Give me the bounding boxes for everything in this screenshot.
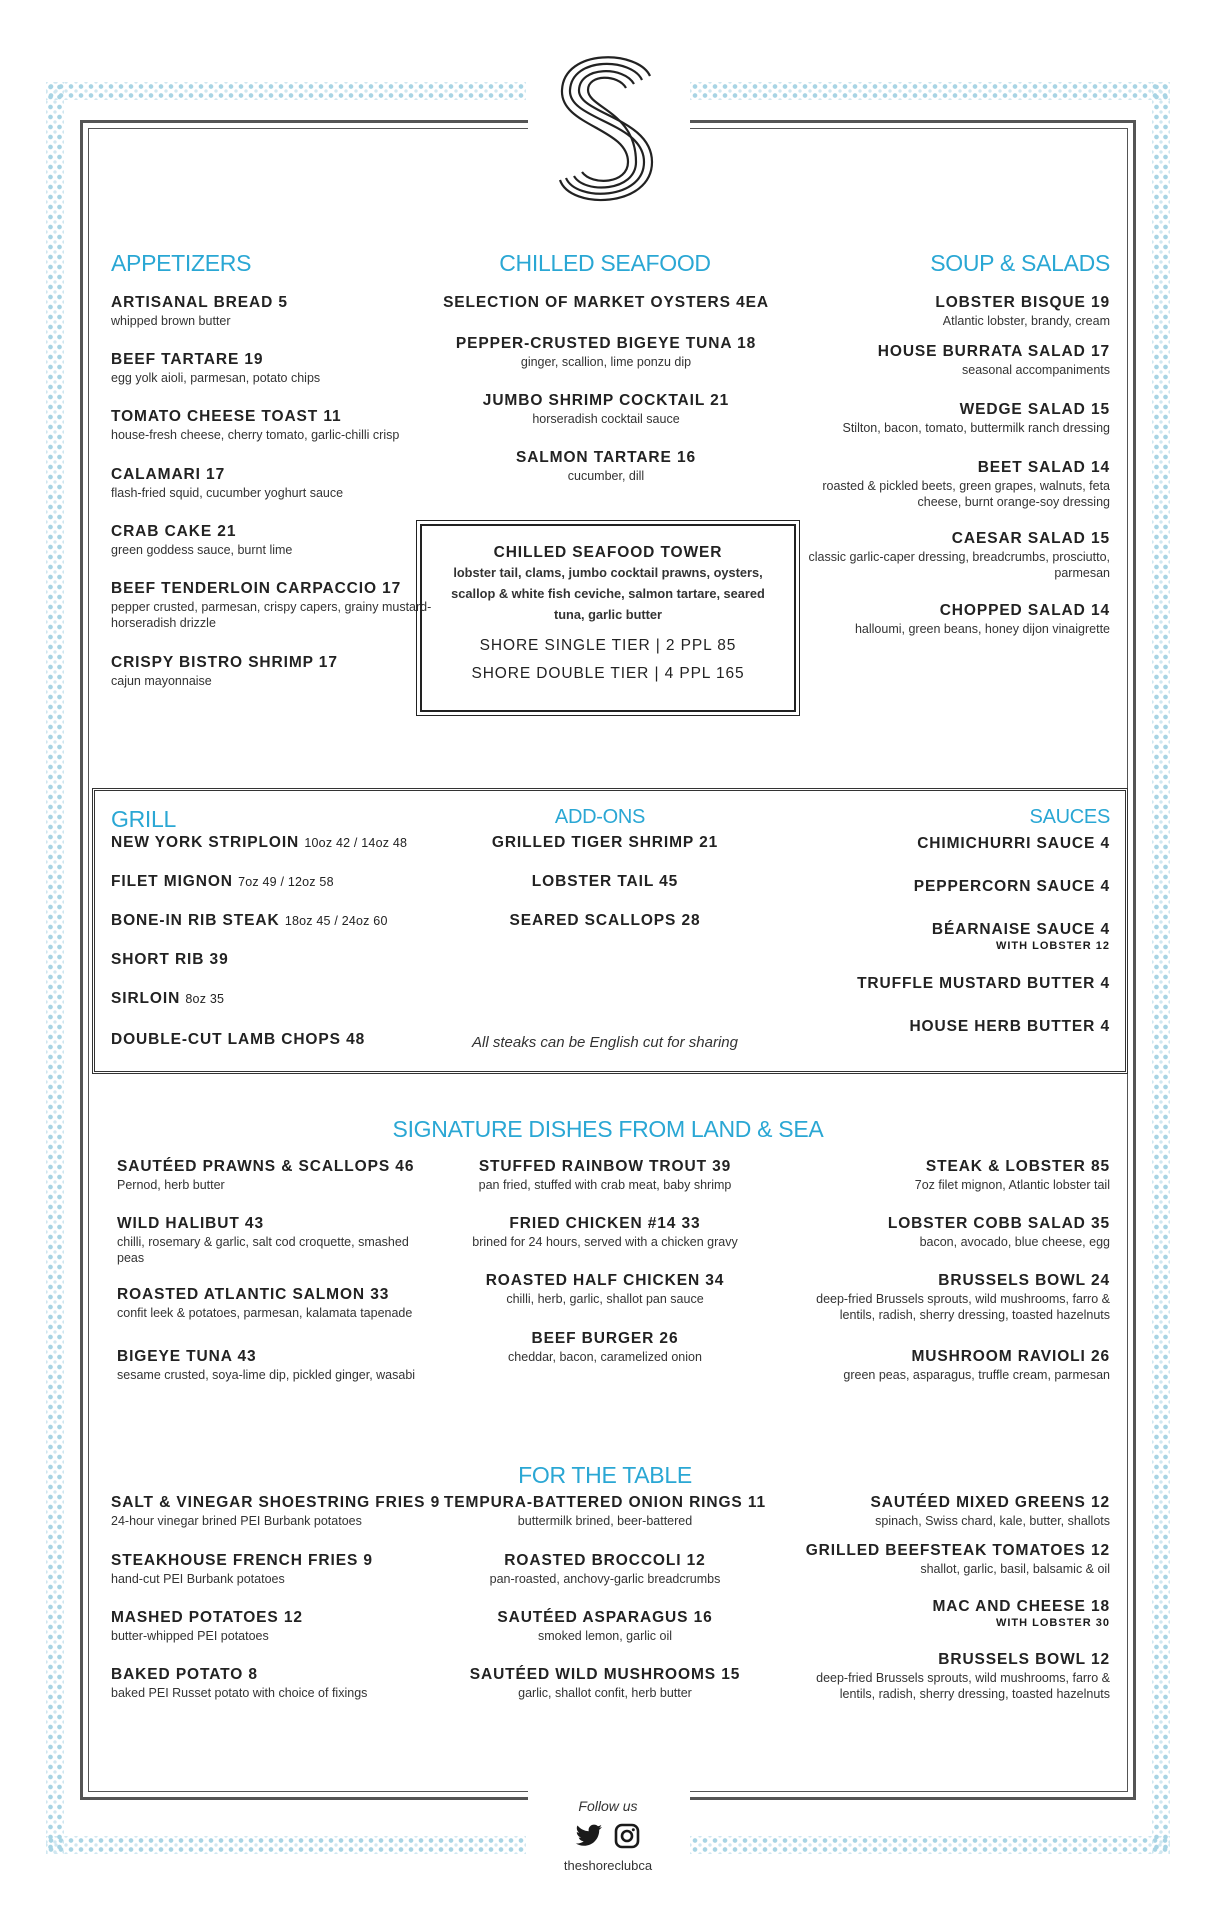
item-name: FRIED CHICKEN #14 33 [509, 1215, 701, 1232]
item-desc: egg yolk aioli, parmesan, potato chips [111, 371, 321, 385]
top-left-pattern-border [46, 82, 526, 100]
menu-item [440, 1215, 770, 1250]
item-desc: Pernod, herb butter [117, 1178, 225, 1192]
bottom-left-pattern-border [46, 1836, 526, 1854]
item-name: ROASTED ATLANTIC SALMON 33 [117, 1286, 390, 1303]
item-name: PEPPERCORN SAUCE 4 [913, 878, 1110, 895]
menu-item [111, 834, 471, 852]
menu-item [111, 1552, 441, 1587]
item-name: BÉARNAISE SAUCE 4 [931, 921, 1110, 938]
menu-item [430, 1666, 780, 1701]
menu-item [111, 580, 451, 631]
item-name: STEAK & LOBSTER 85 [925, 1158, 1110, 1175]
menu-item [800, 602, 1110, 637]
item-name: BRUSSELS BOWL 24 [938, 1272, 1110, 1289]
menu-item [111, 1031, 471, 1049]
frame-bottom-left [80, 1797, 528, 1800]
item-name: HOUSE HERB BUTTER 4 [909, 1018, 1110, 1035]
item-desc: pan-roasted, anchovy-garlic breadcrumbs [489, 1572, 721, 1586]
menu-item [450, 873, 760, 891]
item-name: LOBSTER TAIL 45 [531, 873, 679, 890]
menu-item [430, 1609, 780, 1644]
menu-item [111, 1609, 441, 1644]
item-name: SALMON TARTARE 16 [515, 449, 697, 466]
item-desc: sesame crusted, soya-lime dip, pickled ginger, wasabi [117, 1368, 416, 1382]
menu-item [450, 912, 760, 930]
item-name: SHORT RIB 39 [111, 951, 229, 968]
right-pattern-border [1152, 82, 1170, 1854]
frame-bottom-right [690, 1797, 1136, 1800]
menu-item [810, 1348, 1110, 1383]
for-the-table-title: FOR THE TABLE [518, 1462, 692, 1488]
item-desc: deep-fried Brussels sprouts, wild mushrooms, farro & lentils, radish, sherry dressing, toasted hazelnuts [816, 1292, 1110, 1322]
menu-item [830, 1018, 1110, 1036]
follow-us-label: Follow us [578, 1798, 638, 1814]
item-desc: smoked lemon, garlic oil [537, 1629, 673, 1643]
frame-inner-top-left [88, 128, 528, 129]
item-desc: cheddar, bacon, caramelized onion [508, 1350, 702, 1364]
menu-item [111, 951, 471, 969]
item-name: CRISPY BISTRO SHRIMP 17 [111, 654, 338, 671]
item-desc: pepper crusted, parmesan, crispy capers, grainy mustard-horseradish drizzle [111, 600, 432, 630]
item-desc: chilli, herb, garlic, shallot pan sauce [506, 1292, 704, 1306]
menu-item [111, 654, 451, 689]
item-sub: WITH LOBSTER 12 [995, 940, 1110, 952]
social-handle[interactable]: theshoreclubca [563, 1858, 653, 1873]
bottom-right-pattern-border [690, 1836, 1170, 1854]
seafood-tower-box [420, 524, 796, 712]
item-name: FILET MIGNON 7oz 49 / 12oz 58 [111, 873, 334, 890]
tower-title: CHILLED SEAFOOD TOWER [493, 544, 723, 561]
menu-item [111, 523, 451, 558]
frame-left [80, 120, 83, 1800]
item-name: CHIMICHURRI SAUCE 4 [917, 835, 1110, 852]
menu-item [111, 1666, 441, 1701]
item-name: BAKED POTATO 8 [111, 1666, 258, 1683]
frame-top-left [80, 120, 528, 123]
item-name: CHOPPED SALAD 14 [939, 602, 1110, 619]
item-name: MAC AND CHEESE 18 [932, 1598, 1110, 1615]
item-name: SELECTION OF MARKET OYSTERS 4EA [443, 294, 769, 311]
menu-item [117, 1215, 457, 1267]
menu-item [800, 530, 1110, 581]
item-desc: roasted & pickled beets, green grapes, walnuts, feta cheese, burnt orange-soy dressing [822, 479, 1110, 509]
item-name: GRILLED TIGER SHRIMP 21 [491, 834, 719, 851]
item-desc: flash-fried squid, cucumber yoghurt sauce [111, 486, 344, 500]
item-name: NEW YORK STRIPLOIN 10oz 42 / 14oz 48 [111, 834, 408, 851]
item-name: MUSHROOM RAVIOLI 26 [911, 1348, 1110, 1365]
item-name: ARTISANAL BREAD 5 [111, 294, 288, 311]
menu-item [800, 1494, 1110, 1529]
item-desc: confit leek & potatoes, parmesan, kalamata tapenade [117, 1306, 413, 1320]
item-desc: 24-hour vinegar brined PEI Burbank potatoes [111, 1514, 362, 1528]
item-name: BRUSSELS BOWL 12 [938, 1651, 1110, 1668]
instagram-icon[interactable] [614, 1823, 640, 1849]
item-name: SAUTÉED ASPARAGUS 16 [497, 1609, 713, 1626]
item-portion: 10oz 42 / 14oz 48 [304, 836, 408, 850]
item-desc: cucumber, dill [567, 469, 645, 483]
item-name: BIGEYE TUNA 43 [117, 1348, 257, 1365]
frame-inner-bottom-right [690, 1791, 1128, 1792]
menu-item [111, 1494, 441, 1529]
item-name: SIRLOIN 8oz 35 [111, 990, 225, 1007]
twitter-icon[interactable] [574, 1822, 604, 1850]
item-name: BEET SALAD 14 [977, 459, 1110, 476]
menu-item [800, 459, 1110, 510]
item-name: BEEF TENDERLOIN CARPACCIO 17 [111, 580, 402, 597]
english-cut-note: All steaks can be English cut for sharing [472, 1034, 738, 1051]
item-desc: classic garlic-caper dressing, breadcrumbs, prosciutto, parmesan [808, 550, 1110, 580]
menu-item [420, 335, 792, 370]
item-desc: buttermilk brined, beer-battered [517, 1514, 693, 1528]
item-name: MASHED POTATOES 12 [111, 1609, 303, 1626]
menu-item [111, 351, 451, 386]
addons-title: ADD-ONS [554, 806, 646, 828]
menu-item [800, 343, 1110, 378]
item-desc: Atlantic lobster, brandy, cream [942, 314, 1110, 328]
tower-desc: lobster tail, clams, jumbo cocktail prawns, oysters, scallop & white fish ceviche, salmon tartare, seared tuna, garlic butter [451, 565, 765, 622]
item-desc: halloumi, green beans, honey dijon vinaigrette [854, 622, 1110, 636]
menu-item [810, 1215, 1110, 1250]
item-name: CALAMARI 17 [111, 466, 226, 483]
social-icons [574, 1822, 644, 1852]
frame-inner-top-right [690, 128, 1128, 129]
item-desc: 7oz filet mignon, Atlantic lobster tail [914, 1178, 1110, 1192]
menu-item [111, 408, 451, 443]
item-name: BEEF BURGER 26 [531, 1330, 679, 1347]
item-name: TEMPURA-BATTERED ONION RINGS 11 [443, 1494, 767, 1511]
menu-item [800, 1651, 1110, 1702]
item-desc: brined for 24 hours, served with a chicken gravy [472, 1235, 738, 1249]
menu-item [800, 401, 1110, 436]
menu-item [117, 1158, 457, 1194]
item-name: WEDGE SALAD 15 [959, 401, 1110, 418]
item-name: TOMATO CHEESE TOAST 11 [111, 408, 342, 425]
menu-item [830, 921, 1110, 952]
menu-item [420, 294, 792, 312]
item-name: GRILLED BEEFSTEAK TOMATOES 12 [805, 1542, 1110, 1559]
item-name: DOUBLE-CUT LAMB CHOPS 48 [111, 1031, 366, 1048]
item-desc: whipped brown butter [111, 314, 231, 328]
item-desc: chilli, rosemary & garlic, salt cod croquette, smashed peas [117, 1235, 409, 1265]
left-pattern-border [46, 82, 64, 1854]
signature-title: SIGNATURE DISHES FROM LAND & SEA [392, 1116, 824, 1142]
chilled-seafood-title: CHILLED SEAFOOD [499, 250, 711, 276]
menu-item [111, 990, 471, 1008]
menu-item [111, 912, 471, 930]
frame-right [1133, 120, 1136, 1800]
menu-item [440, 1272, 770, 1307]
item-name: SAUTÉED WILD MUSHROOMS 15 [469, 1666, 741, 1683]
item-desc: Stilton, bacon, tomato, buttermilk ranch dressing [842, 421, 1110, 435]
item-desc: green goddess sauce, burnt lime [111, 543, 293, 557]
item-desc: garlic, shallot confit, herb butter [518, 1686, 692, 1700]
item-desc: shallot, garlic, basil, balsamic & oil [920, 1562, 1110, 1576]
menu-item [830, 975, 1110, 993]
menu-item [830, 835, 1110, 853]
item-desc: deep-fried Brussels sprouts, wild mushrooms, farro & lentils, radish, sherry dressing, toasted hazelnuts [816, 1671, 1110, 1701]
appetizers-title: APPETIZERS [111, 250, 252, 276]
item-portion: 7oz 49 / 12oz 58 [238, 875, 334, 889]
item-name: STEAKHOUSE FRENCH FRIES 9 [111, 1552, 373, 1569]
item-desc: hand-cut PEI Burbank potatoes [111, 1572, 285, 1586]
item-name: ROASTED BROCCOLI 12 [504, 1552, 706, 1569]
menu-item [800, 1598, 1110, 1629]
logo-s-mark [552, 50, 662, 210]
menu-item [450, 834, 760, 852]
item-desc: baked PEI Russet potato with choice of fixings [111, 1686, 368, 1700]
menu-item [830, 878, 1110, 896]
item-name: JUMBO SHRIMP COCKTAIL 21 [482, 392, 730, 409]
item-desc: pan fried, stuffed with crab meat, baby shrimp [478, 1178, 732, 1192]
item-desc: ginger, scallion, lime ponzu dip [520, 355, 692, 369]
item-desc: house-fresh cheese, cherry tomato, garlic-chilli crisp [111, 428, 400, 442]
menu-item [800, 294, 1110, 329]
item-name: CAESAR SALAD 15 [951, 530, 1110, 547]
grill-title: GRILL [111, 806, 176, 832]
item-desc: horseradish cocktail sauce [532, 412, 680, 426]
tower-double-tier: SHORE DOUBLE TIER | 4 PPL 165 [471, 665, 745, 682]
item-name: CRAB CAKE 21 [111, 523, 237, 540]
menu-item [800, 1542, 1110, 1577]
item-name: SAUTÉED MIXED GREENS 12 [870, 1494, 1110, 1511]
menu-item [810, 1158, 1110, 1193]
frame-top-right [690, 120, 1136, 123]
menu-item [111, 294, 451, 329]
item-name: LOBSTER BISQUE 19 [935, 294, 1110, 311]
menu-item [117, 1348, 457, 1384]
frame-inner-bottom-left [88, 1791, 528, 1792]
logo [552, 50, 662, 210]
top-right-pattern-border [690, 82, 1170, 100]
item-portion: 8oz 35 [185, 992, 225, 1006]
item-name: HOUSE BURRATA SALAD 17 [877, 343, 1110, 360]
item-desc: spinach, Swiss chard, kale, butter, shallots [875, 1514, 1110, 1528]
item-name: LOBSTER COBB SALAD 35 [887, 1215, 1110, 1232]
item-name: WILD HALIBUT 43 [117, 1215, 264, 1232]
item-name: SAUTÉED PRAWNS & SCALLOPS 46 [117, 1158, 415, 1175]
menu-item [420, 449, 792, 484]
item-name: BONE-IN RIB STEAK 18oz 45 / 24oz 60 [111, 912, 388, 929]
menu-item [430, 1552, 780, 1587]
menu-item [111, 873, 471, 891]
item-sub: WITH LOBSTER 30 [995, 1617, 1110, 1629]
soup-salads-title: SOUP & SALADS [930, 250, 1110, 276]
item-name: SEARED SCALLOPS 28 [509, 912, 701, 929]
menu-item [111, 466, 451, 501]
menu-item [117, 1286, 457, 1322]
menu-item [440, 1330, 770, 1365]
item-name: STUFFED RAINBOW TROUT 39 [478, 1158, 732, 1175]
sauces-title: SAUCES [1029, 806, 1110, 828]
item-portion: 18oz 45 / 24oz 60 [284, 914, 388, 928]
item-name: PEPPER-CRUSTED BIGEYE TUNA 18 [455, 335, 757, 352]
menu-item [430, 1494, 780, 1529]
item-name: SALT & VINEGAR SHOESTRING FRIES 9 [111, 1494, 441, 1511]
menu-item [440, 1158, 770, 1193]
item-desc: cajun mayonnaise [111, 674, 212, 688]
menu-item [420, 392, 792, 427]
item-desc: butter-whipped PEI potatoes [111, 1629, 269, 1643]
frame-inner-left [88, 128, 89, 1792]
item-desc: green peas, asparagus, truffle cream, parmesan [843, 1368, 1110, 1382]
item-desc: bacon, avocado, blue cheese, egg [919, 1235, 1110, 1249]
item-name: TRUFFLE MUSTARD BUTTER 4 [857, 975, 1110, 992]
item-desc: seasonal accompaniments [962, 363, 1110, 377]
menu-item [810, 1272, 1110, 1323]
item-name: BEEF TARTARE 19 [111, 351, 264, 368]
tower-single-tier: SHORE SINGLE TIER | 2 PPL 85 [479, 637, 737, 654]
item-name: ROASTED HALF CHICKEN 34 [485, 1272, 725, 1289]
